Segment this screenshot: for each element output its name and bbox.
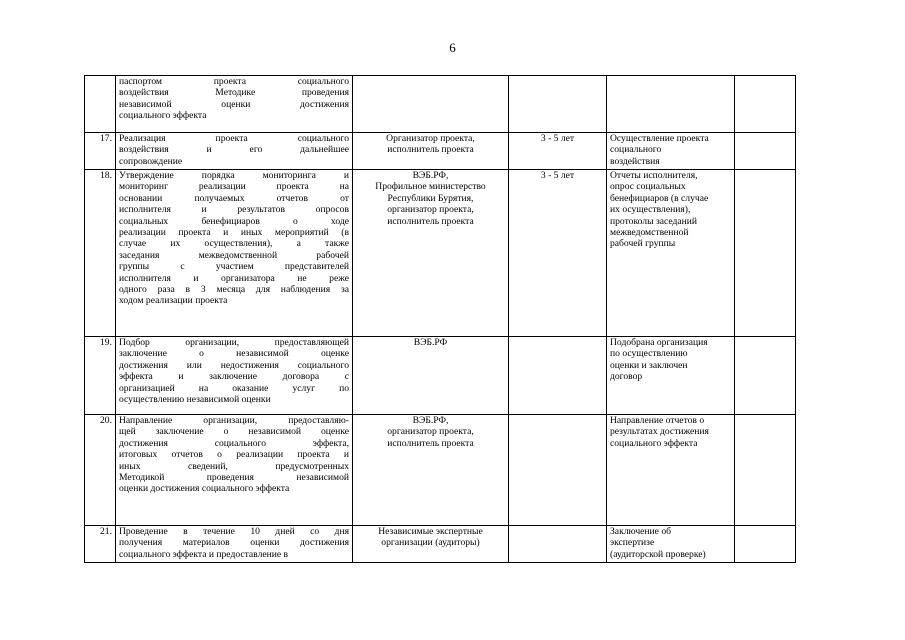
result-cell [607, 170, 735, 337]
event-cell [116, 526, 353, 563]
result-line: опрос социальных [610, 181, 686, 193]
event-line: осуществлению независимой оценки [119, 394, 271, 406]
event-line: Направление организации, предоставляю- [119, 415, 349, 426]
extra-cell [735, 76, 796, 133]
executor-cell [353, 133, 509, 170]
executor-line: Организатор проекта, [386, 133, 475, 144]
row-number-cell [85, 337, 116, 415]
executor-line: Профильное министерство [375, 181, 486, 193]
executor-line: организатор проекта, [387, 204, 474, 216]
result-line: экспертизе [610, 537, 655, 549]
event-line: Утверждение порядка мониторинга и [119, 170, 349, 181]
event-cell [116, 76, 353, 133]
result-cell [607, 337, 735, 415]
executor-line: ВЭБ.РФ [413, 337, 448, 348]
executor-cell [353, 415, 509, 526]
result-line: протоколы заседаний [610, 215, 698, 227]
event-line: мониторинг реализации проекта на [119, 181, 349, 193]
event-line: эффекта и заключение договора с [119, 371, 349, 383]
result-line: социального [610, 144, 662, 156]
result-line: бенефициаров (в случае [610, 192, 709, 204]
result-line: Подобрана организация [610, 337, 708, 348]
event-line: иных сведений, предусмотренных [119, 460, 349, 472]
row-number-cell [85, 133, 116, 170]
result-cell [607, 415, 735, 526]
executor-line: исполнитель проекта [387, 144, 474, 156]
executor-line: исполнитель проекта [387, 437, 474, 449]
event-line: социальных бенефициаров о ходе [119, 215, 349, 227]
event-cell [116, 415, 353, 526]
result-line: межведомственной [610, 227, 689, 239]
extra-cell [735, 415, 796, 526]
result-line: Отчеты исполнителя, [610, 170, 698, 181]
term-cell [509, 76, 607, 133]
term-cell [509, 526, 607, 563]
result-line: их осуществления), [610, 204, 691, 216]
result-line: оценки и заключен [610, 359, 688, 371]
row-number: 17. [100, 133, 112, 144]
result-line: договор [610, 371, 643, 383]
result-line: Заключение об [610, 526, 672, 537]
page-number: 6 [449, 40, 456, 55]
result-line: результатах достижения [610, 426, 709, 438]
term-cell [509, 337, 607, 415]
event-line: заключение о независимой оценке [119, 348, 349, 360]
executor-line: Республики Бурятия, [387, 192, 474, 204]
event-cell [116, 170, 353, 337]
result-cell [607, 526, 735, 563]
executor-cell [353, 337, 509, 415]
result-cell [607, 76, 735, 133]
event-line: паспортом проекта социального [119, 76, 349, 87]
result-line: Осуществление проекта [610, 133, 709, 144]
row-number-cell [85, 526, 116, 563]
table-row [85, 170, 796, 337]
event-cell [116, 133, 353, 170]
result-line: воздействия [610, 155, 660, 167]
event-line: случае их осуществления), а также [119, 238, 349, 250]
row-number-cell [85, 415, 116, 526]
row-number: 18. [100, 170, 112, 181]
row-number: 19. [100, 337, 112, 348]
term-cell [509, 415, 607, 526]
event-line: итоговых отчетов о реализации проекта и [119, 449, 349, 461]
extra-cell [735, 337, 796, 415]
event-line: социального эффекта и предоставление в [119, 548, 289, 560]
event-line: достижения или недостижения социального [119, 359, 349, 371]
table-row [85, 526, 796, 563]
table-row [85, 76, 796, 133]
term-cell [509, 170, 607, 337]
row-number-cell [85, 170, 116, 337]
event-line: реализации проекта и иных мероприятий (в [119, 227, 349, 239]
result-line: социального эффекта [610, 437, 698, 449]
event-line: ходом реализации проекта [119, 295, 228, 307]
result-cell [607, 133, 735, 170]
table-row [85, 415, 796, 526]
executor-line: ВЭБ.РФ, [412, 415, 449, 426]
event-line: независимой оценки достижения [119, 98, 349, 110]
event-line: социального эффекта [119, 110, 207, 122]
event-cell [116, 337, 353, 415]
event-line: Реализация проекта социального [119, 133, 349, 144]
executor-cell [353, 170, 509, 337]
event-line: Методикой проведения независимой [119, 472, 349, 484]
event-line: заседания межведомственной рабочей [119, 249, 349, 261]
event-line: воздействия и его дальнейшее [119, 144, 349, 156]
event-line: достижения социального эффекта, [119, 437, 349, 449]
event-line: получения материалов оценки достижения [119, 537, 349, 549]
row-number: 21. [100, 526, 112, 537]
table-row [85, 337, 796, 415]
plan-table [84, 75, 796, 563]
result-line: Направление отчетов о [610, 415, 705, 426]
event-line: организацией на оказание услуг по [119, 382, 349, 394]
term-value: 3 - 5 лет [540, 133, 575, 144]
executor-cell [353, 526, 509, 563]
table-row [85, 133, 796, 170]
extra-cell [735, 170, 796, 337]
event-line: воздействия Методике проведения [119, 87, 349, 99]
result-line: по осуществлению [610, 348, 688, 360]
term-cell [509, 133, 607, 170]
term-value: 3 - 5 лет [540, 170, 575, 181]
executor-line: Независимые экспертные [378, 526, 483, 537]
row-number: 20. [100, 415, 112, 426]
event-line: оценки достижения социального эффекта [119, 483, 290, 495]
executor-cell [353, 76, 509, 133]
extra-cell [735, 133, 796, 170]
executor-line: ВЭБ.РФ, [412, 170, 449, 181]
extra-cell [735, 526, 796, 563]
event-line: сопровождение [119, 155, 183, 167]
result-line: рабочей группы [610, 238, 676, 250]
event-line: щей заключение о независимой оценке [119, 426, 349, 438]
executor-line: организатор проекта, [387, 426, 474, 438]
result-line: (аудиторской проверке) [610, 548, 706, 560]
event-line: Подбор организации, предоставляющей [119, 337, 349, 348]
event-line: исполнителя и организатора не реже [119, 272, 349, 284]
row-number-cell [85, 76, 116, 133]
event-line: одного раза в 3 месяца для наблюдения за [119, 284, 349, 296]
event-line: группы с участием представителей [119, 261, 349, 273]
event-line: Проведение в течение 10 дней со дня [119, 526, 349, 537]
event-line: основании получаемых отчетов от [119, 192, 349, 204]
executor-line: организации (аудиторы) [381, 537, 480, 549]
event-line: исполнителя и результатов опросов [119, 204, 349, 216]
executor-line: исполнитель проекта [387, 215, 474, 227]
